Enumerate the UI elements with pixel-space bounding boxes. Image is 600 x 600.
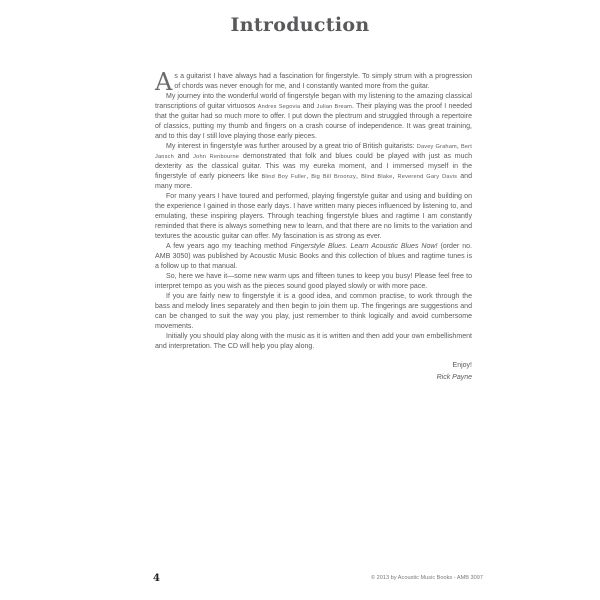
closing-enjoy: Enjoy! bbox=[452, 362, 472, 369]
copyright-notice: © 2013 by Acoustic Music Books - AMB 3097 bbox=[370, 575, 483, 581]
paragraph-3-text-c: and bbox=[173, 153, 194, 160]
author-signature: Rick Payne bbox=[436, 374, 472, 381]
name-renbourne: John Renbourne bbox=[193, 154, 240, 160]
paragraph-1-text: s a guitarist I have always had a fascination for fingerstyle. To simply strum with a progression of chords was never enough for me, and I constantly wanted more from the guitar. bbox=[174, 73, 472, 90]
paragraph-2 bbox=[155, 92, 472, 142]
name-jansch: Bert Jansch bbox=[155, 144, 472, 160]
name-blake: Blind Blake bbox=[361, 174, 393, 180]
paragraph-5 bbox=[155, 242, 472, 272]
paragraph-6: So, here we have it—some new warm ups and fifteen tunes to keep you busy! Please feel free to interpret tempo as you wish as the pieces sound good played slowly or with more pace. bbox=[155, 273, 472, 290]
paragraph-3-text-a: My interest in fingerstyle was further aroused by a great trio of British guitarists: bbox=[166, 143, 417, 150]
paragraph-3-text-g: , bbox=[392, 173, 398, 180]
page-title: Introduction bbox=[230, 14, 370, 36]
name-fuller: Blind Boy Fuller bbox=[261, 174, 307, 180]
book-title-reference: Fingerstyle Blues. Learn Acoustic Blues Now! bbox=[290, 243, 438, 250]
name-broonzy: Big Bill Broonzy bbox=[311, 174, 356, 180]
paragraph-8: Initially you should play along with the music as it is written and then add your own embellishment and interpretation. The CD will help you play along. bbox=[155, 333, 472, 350]
paragraph-2-text-a: My journey into the wonderful world of fingerstyle began with my listening to the amazing classical transcriptions of guitar virtuosos bbox=[155, 93, 472, 110]
paragraph-3-text-b: , bbox=[456, 143, 461, 150]
paragraph-3-text-h: and many more. bbox=[155, 173, 473, 190]
name-graham: Davey Graham bbox=[416, 144, 457, 150]
name-segovia: Andres Segovia bbox=[257, 104, 301, 110]
paragraph-2-text-b: and bbox=[300, 103, 317, 110]
drop-cap: A bbox=[155, 68, 173, 96]
paragraph-4: For many years I have toured and performed, playing fingerstyle guitar and using and building on the experience I gained in those early days. I have written many pieces influenced by listening to, and emulating, these inspiring players. Through teaching fingerstyle blues and ragtime I am constantly reminded that there is always something new to learn, and that there are no limits to the variation and textures the acoustic guitar can offer. My fascination is as strong as ever. bbox=[155, 193, 472, 240]
name-bream: Julian Bream bbox=[316, 104, 352, 110]
paragraph-7: If you are fairly new to fingerstyle it is a good idea, and common practise, to work through the bass and melody lines separately and then begin to join them up. The fingerings are suggestions and can be changed to suit the way you play, just remember to think logically and avoid cumbersome movements. bbox=[155, 293, 472, 330]
paragraph-2-text-c: . Their playing was the proof I needed that the guitar had so much more to offer. I put down the plectrum and struggled through a repertoire of classics, putting my thumb and fingers on a crash course of independence. It was great training, and to this day I still love playing those early pieces. bbox=[155, 103, 472, 140]
name-davis: Reverend Gary Davis bbox=[397, 174, 458, 180]
introduction-body bbox=[155, 68, 473, 383]
paragraph-3-text-f: , bbox=[355, 173, 362, 180]
paragraph-3-text-d: demonstrated that folk and blues could be played with just as much dexterity as the classical guitar. This was my eureka moment, and I immersed myself in the fingerstyle of early pioneers like bbox=[155, 153, 472, 180]
page-number: 4 bbox=[153, 573, 160, 584]
paragraph-1 bbox=[155, 68, 472, 96]
paragraph-5-text-b: (order no. AMB 3050) was published by Acoustic Music Books and this collection of blues and ragtime tunes is a follow up to that manual. bbox=[155, 243, 473, 270]
paragraph-3-text-e: , bbox=[306, 173, 312, 180]
paragraph-3 bbox=[155, 142, 472, 192]
paragraph-5-text-a: A few years ago my teaching method bbox=[166, 243, 291, 250]
